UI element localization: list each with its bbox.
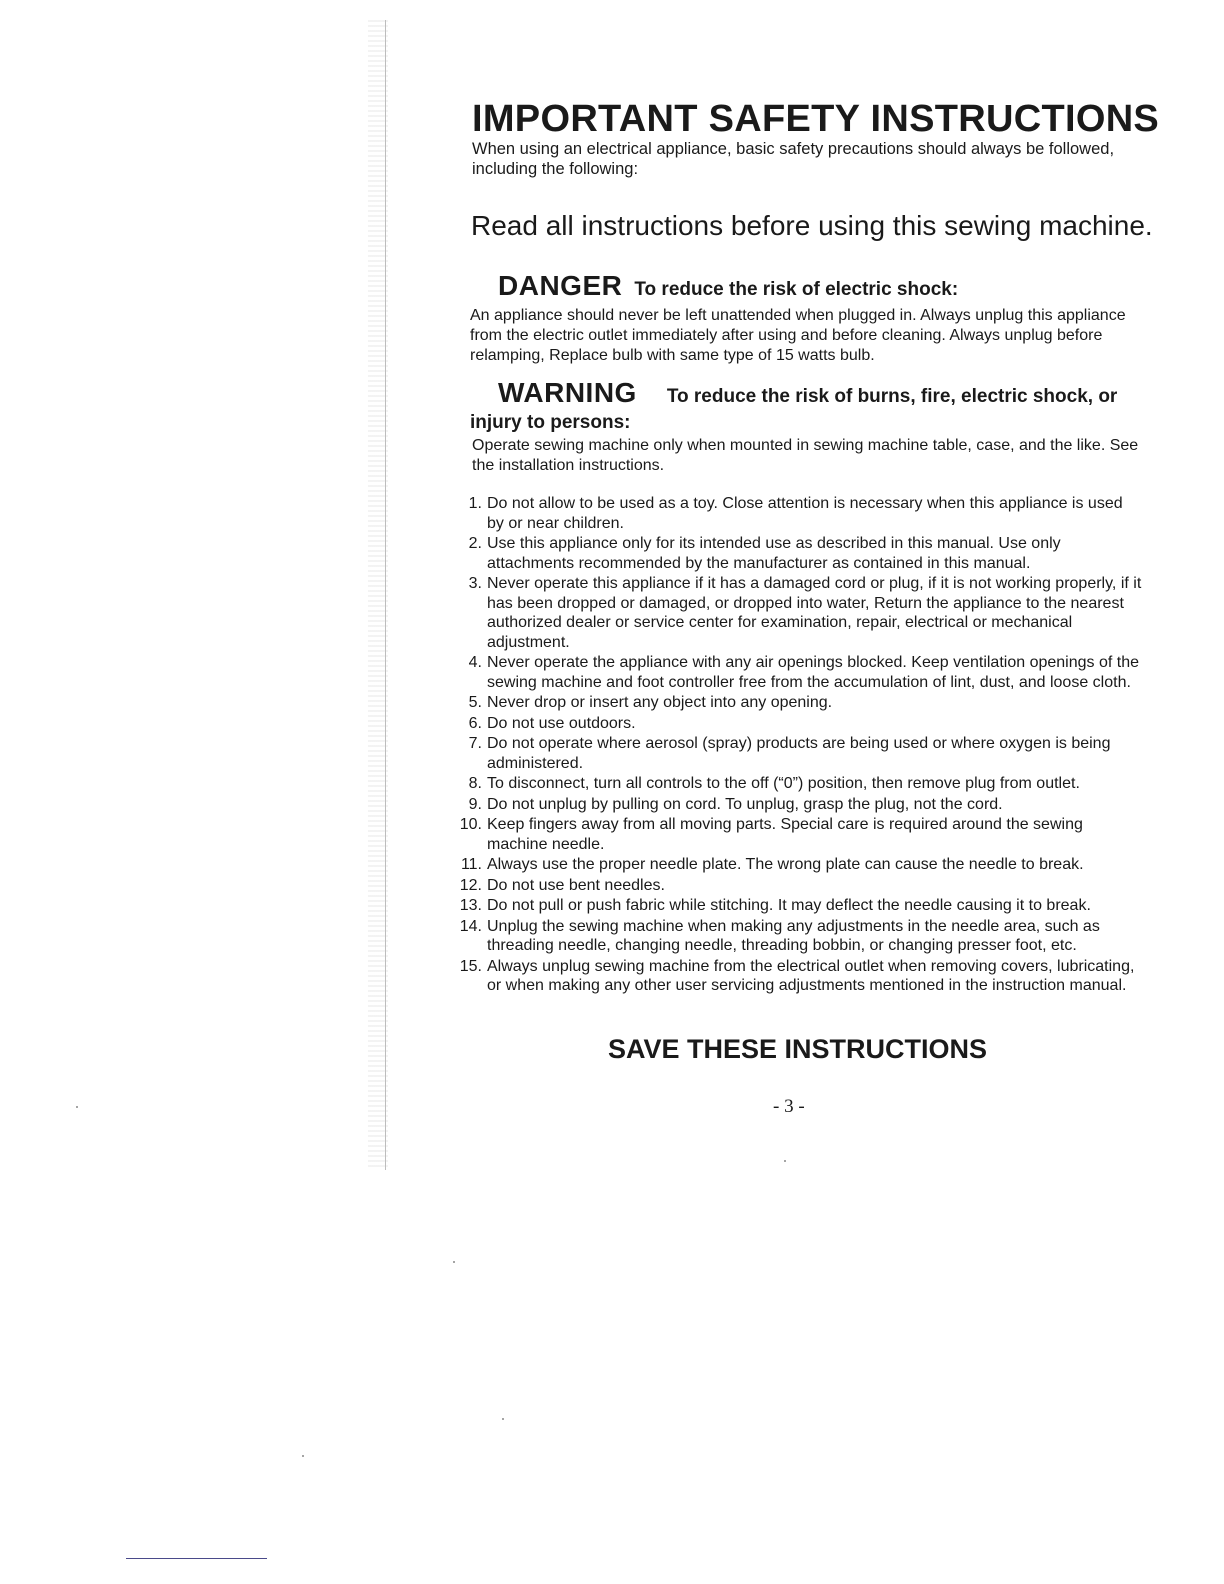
list-item-text: Always unplug sewing machine from the electrical outlet when removing covers, lubricating, or when making any other user servicing adjustments mentioned in the instruction manual. <box>487 957 1135 994</box>
danger-body: An appliance should never be left unattended when plugged in. Always unplug this appliance from the electric outlet immediately after using and before cleaning. Always unplug before relamping, Replace bulb with same type of 15 watts bulb. <box>470 307 1126 364</box>
list-item-text: Do not use bent needles. <box>487 876 665 894</box>
list-item-number: 11. <box>460 856 482 873</box>
list-item-text: Do not allow to be used as a toy. Close attention is necessary when this appliance is used by or near children. <box>487 495 1123 532</box>
list-item-text: Unplug the sewing machine when making any adjustments in the needle area, such as threading needle, changing needle, threading bobbin, or changing presser foot, etc. <box>487 917 1100 954</box>
page-title: IMPORTANT SAFETY INSTRUCTIONS <box>472 98 1160 140</box>
list-item-text: Always use the proper needle plate. The wrong plate can cause the needle to break. <box>487 856 1084 873</box>
list-item-number: 3. <box>468 575 482 592</box>
list-item-text: Never operate the appliance with any air openings blocked. Keep ventilation openings of the sewing machine and foot controller free from the accumulation of lint, dust, and loose cloth. <box>487 654 1139 691</box>
scan-speck <box>784 1160 786 1162</box>
list-item-number: 14. <box>459 917 482 935</box>
list-item-text: To disconnect, turn all controls to the off (“0”) position, then remove plug from outlet. <box>487 775 1080 792</box>
danger-heading <box>498 270 958 302</box>
list-item-number: 8. <box>468 775 482 792</box>
list-item-number: 12. <box>459 876 482 894</box>
list-item <box>452 534 1142 573</box>
list-item-number: 7. <box>468 735 482 752</box>
list-item <box>452 693 1142 713</box>
list-item-text: Do not operate where aerosol (spray) products are being used or where oxygen is being administered. <box>487 735 1111 772</box>
list-item <box>452 876 1142 896</box>
list-item-number: 2. <box>468 535 482 552</box>
list-item <box>452 494 1142 533</box>
list-item-text: Never operate this appliance if it has a damaged cord or plug, if it is not working properly, if it has been dropped or damaged, or dropped into water, Return the appliance to the nearest authorized dealer or service center for examination, repair, electrical or mechanical adjustment. <box>487 575 1142 651</box>
list-item <box>452 917 1142 956</box>
danger-subheading: To reduce the risk of electric shock: <box>634 279 959 300</box>
list-item-number: 15. <box>459 957 482 975</box>
warning-body: Operate sewing machine only when mounted in sewing machine table, case, and the like. See the installation instructions. <box>472 437 1139 474</box>
list-item <box>452 653 1142 692</box>
page-number: - 3 - <box>773 1096 805 1117</box>
list-item-number: 13. <box>459 897 482 914</box>
list-item-number: 10. <box>459 816 482 833</box>
list-item <box>452 815 1142 854</box>
list-item-text: Do not pull or push fabric while stitching. It may deflect the needle causing it to break. <box>487 897 1091 914</box>
read-all-notice: Read all instructions before using this sewing machine. <box>471 210 1153 241</box>
list-item-text: Never drop or insert any object into any opening. <box>487 694 833 711</box>
list-item-number: 9. <box>468 795 482 813</box>
scan-speck <box>502 1418 504 1420</box>
warning-label: WARNING <box>498 377 637 408</box>
list-item-number: 1. <box>468 495 482 512</box>
list-item-text: Do not unplug by pulling on cord. To unplug, grasp the plug, not the cord. <box>487 795 1003 813</box>
list-item <box>452 774 1142 794</box>
list-item <box>452 734 1142 773</box>
scan-speck <box>76 1106 78 1108</box>
warning-subheading: To reduce the risk of burns, fire, electric shock, or injury to persons: <box>470 386 1118 433</box>
warning-heading <box>470 377 1150 436</box>
list-item-text: Use this appliance only for its intended use as described in this manual. Use only attachments recommended by the manufacturer as contained in this manual. <box>487 535 1061 572</box>
intro-text: When using an electrical appliance, basic safety precautions should always be followed, including the following: <box>472 140 1115 178</box>
list-item <box>452 957 1142 996</box>
list-item-text: Keep fingers away from all moving parts. Special care is required around the sewing machine needle. <box>487 816 1083 853</box>
list-item <box>452 795 1142 815</box>
list-item-text: Do not use outdoors. <box>487 714 636 732</box>
scan-speck <box>302 1455 304 1457</box>
page-binding-line <box>385 20 386 1170</box>
list-item <box>452 896 1142 916</box>
list-item <box>452 855 1142 875</box>
danger-label: DANGER <box>498 270 623 301</box>
list-item-number: 4. <box>468 654 482 671</box>
list-item <box>452 574 1142 652</box>
list-item-number: 5. <box>468 694 482 711</box>
list-item <box>452 714 1142 734</box>
safety-rules-list <box>452 494 1142 997</box>
save-instructions-heading: SAVE THESE INSTRUCTIONS <box>608 1034 988 1064</box>
scan-speck <box>453 1261 455 1263</box>
list-item-number: 6. <box>468 714 482 732</box>
bottom-rule <box>126 1558 267 1559</box>
